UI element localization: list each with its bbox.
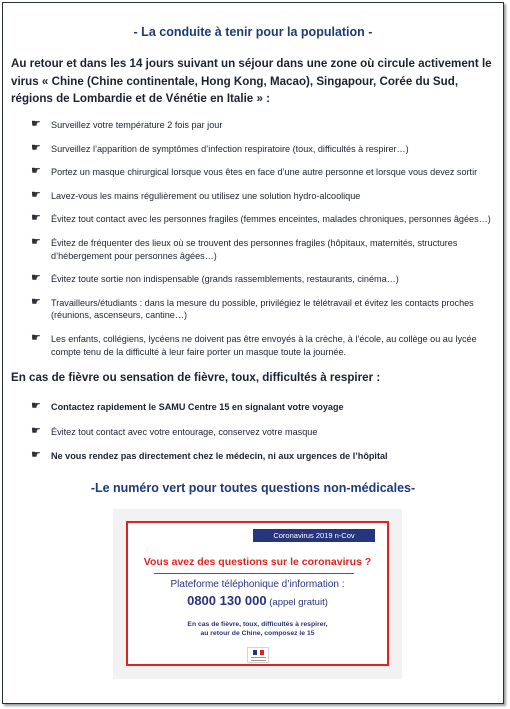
hotline-card-inner: [126, 521, 389, 666]
pointing-hand-icon: ☛: [31, 141, 41, 154]
list-item-text: Les enfants, collégiens, lycéens ne doivent pas être envoyés à la crèche, à l’école, au collège ou au lycée compte tenu de la difficulté à leur faire porter un masque toute la journée.: [51, 333, 477, 357]
pointing-hand-icon: ☛: [31, 424, 41, 437]
coronavirus-banner: Coronavirus 2019 n-Cov: [253, 529, 375, 542]
list-item-text: Lavez-vous les mains régulièrement ou utilisez une solution hydro-alcoolique: [51, 190, 361, 201]
poster-frame: [2, 2, 504, 704]
question-underline: [154, 573, 354, 574]
list-item: [31, 273, 493, 286]
list-item: [31, 119, 493, 132]
list-item: [31, 166, 493, 179]
pointing-hand-icon: ☛: [31, 188, 41, 201]
list-item-text: Évitez de fréquenter des lieux où se trouvent des personnes fragiles (hôpitaux, maternités, structures d’hébergement pour personnes âgées…): [51, 237, 458, 261]
list-item-text: Surveillez votre température 2 fois par jour: [51, 120, 223, 130]
republique-francaise-logo: [247, 647, 269, 663]
phone-digits: 0800 130 000: [187, 593, 267, 608]
list-item-text: Ne vous rendez pas directement chez le médecin, ni aux urgences de l’hôpital: [51, 451, 388, 462]
pointing-hand-icon: ☛: [31, 400, 41, 412]
intro-paragraph: Au retour et dans les 14 jours suivant un séjour dans une zone où circule activement le virus « Chine (Chine continentale, Hong Kong, Macao), Singapour, Corée du Sud, régions de Lombardie et de Vénétie en Italie » :: [11, 57, 492, 105]
pointing-hand-icon: ☛: [31, 272, 41, 285]
platform-label: Plateforme téléphonique d’information :: [170, 579, 345, 590]
pointing-hand-icon: ☛: [31, 295, 41, 308]
list-item-text: Évitez tout contact avec votre entourage, conservez votre masque: [51, 426, 318, 437]
list-item-text: Portez un masque chirurgical lorsque vous êtes en face d’une autre personne et lorsque vous devez sortir: [51, 167, 478, 178]
list-item: [31, 426, 493, 439]
list-item-text: Contactez rapidement le SAMU Centre 15 en signalant votre voyage: [51, 402, 344, 412]
list-item: [31, 333, 493, 358]
list-item-text: Évitez tout contact avec les personnes fragiles (femmes enceintes, malades chroniques, personnes âgées…): [51, 214, 491, 225]
pointing-hand-icon: ☛: [31, 165, 41, 178]
fever-instruction: [128, 621, 387, 638]
page-title: - La conduite à tenir pour la population -: [133, 25, 373, 39]
list-item-text: Surveillez l’apparition de symptômes d’infection respiratoire (toux, difficultés à respirer…): [51, 143, 409, 154]
list-item: [31, 143, 493, 156]
pointing-hand-icon: ☛: [31, 235, 41, 248]
measures-list: [31, 119, 493, 369]
pointing-hand-icon: ☛: [31, 331, 41, 344]
list-item: [31, 213, 493, 226]
pointing-hand-icon: ☛: [31, 212, 41, 225]
list-item: [31, 237, 493, 262]
list-item-text: Évitez toute sortie non indispensable (grands rassemblements, restaurants, cinéma…): [51, 274, 399, 285]
fever-measures-list: [31, 401, 493, 475]
list-item: [31, 190, 493, 203]
fever-heading: En cas de fièvre ou sensation de fièvre, toux, difficultés à respirer :: [11, 371, 381, 384]
phone-number: [128, 593, 387, 608]
hotline-heading: -Le numéro vert pour toutes questions non-médicales-: [90, 481, 416, 495]
pointing-hand-icon: ☛: [31, 449, 41, 462]
list-item-text: Travailleurs/étudiants : dans la mesure du possible, privilégiez le télétravail et évitez les contacts proches (réunions, ascenseurs, cantine…): [51, 297, 474, 321]
hotline-question: Vous avez des questions sur le coronavirus ?: [143, 556, 372, 568]
pointing-hand-icon: ☛: [31, 118, 41, 130]
phone-note: (appel gratuit): [266, 597, 328, 608]
list-item: [31, 297, 493, 322]
hotline-card: [113, 509, 402, 679]
fever-line-2: au retour de Chine, composez le 15: [200, 629, 315, 637]
list-item: [31, 450, 493, 463]
fever-line-1: En cas de fièvre, toux, difficultés à respirer,: [187, 621, 328, 628]
list-item: [31, 401, 493, 414]
